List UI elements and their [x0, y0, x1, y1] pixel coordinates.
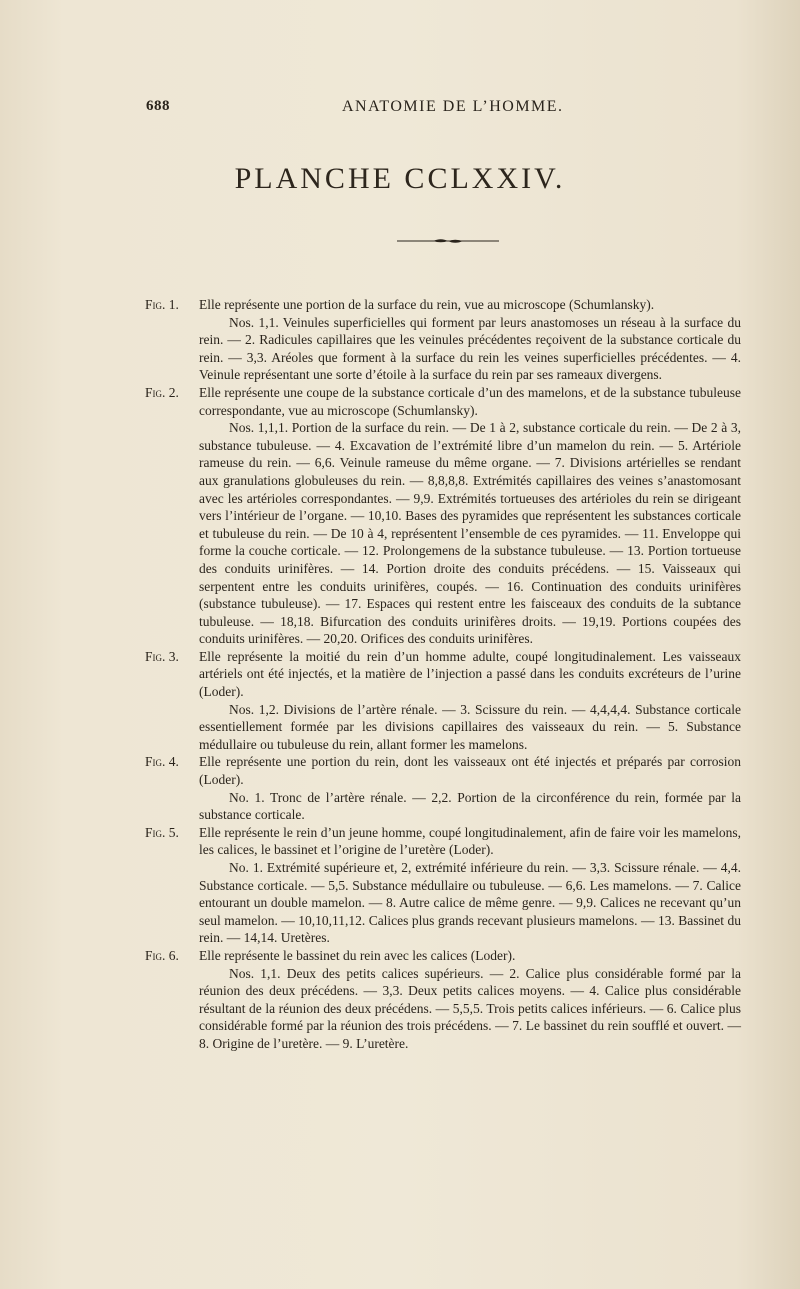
- figure-legend-items: Nos. 1,1,1. Portion de la surface du rein. — De 1 à 2, substance corticale du rein. — De 2 à 3, substance tubuleuse. — 4. Excavation de l’extrémité libre d’un mamelon du rein. — 5. Artériole rameuse du rein. — 6,6. Veinule rameuse du même organe. — 7. Divisions artérielles se rendant aux granulations globuleuses du rein. — 8,8,8,8. Extrémités capillaires des veines s’anastomosant avec les artérioles correspondantes. — 9,9. Extrémités tortueuses des artérioles du rein se dirigeant vers l’intérieur de l’organe. — 10,10. Bases des pyramides que représentent les substances corticale et tubuleuse du rein. — De 10 à 4, représentent l’ensemble de ces pyramides. — 11. Enveloppe qui forme la couche corticale. — 12. Prolongemens de la substance tubuleuse. — 13. Portion tortueuse des conduits urinifères. — 14. Portion droite des conduits précédens. — 15. Vaisseaux qui serpentent entre les conduits urinifères, coupés. — 16. Continuation des conduits urinifères (substance tubuleuse). — 17. Espaces qui restent entre les faisceaux des conduits de la subtance tubuleuse. — 18,18. Bifurcation des conduits urinifères droits. — 19,19. Portions coupées des conduits urinifères. — 20,20. Orifices des conduits urinifères.: [199, 420, 741, 647]
- figure-label: Fig. 5.: [145, 824, 179, 840]
- figure-entry: [145, 824, 741, 947]
- figure-legend-items: No. 1. Tronc de l’artère rénale. — 2,2. Portion de la circonférence du rein, formée par la substance corticale.: [199, 789, 741, 823]
- figure-legend-items: No. 1. Extrémité supérieure et, 2, extrémité inférieure du rein. — 3,3. Scissure rénale. — 4,4. Substance corticale. — 5,5. Substance médullaire ou tubuleuse. — 6,6. Les mamelons. — 7. Calice entourant un double mamelon. — 8. Autre calice de même genre. — 9,9. Calices ne recevant qu’un seul mamelon. — 10,10,11,12. Calices plus grands recevant plusieurs mamelons. — 13. Bassinet du rein. — 14,14. Uretères.: [199, 860, 741, 946]
- page-number: 688: [146, 98, 170, 114]
- figure-entry: [145, 947, 741, 1053]
- running-head: ANATOMIE DE L’HOMME.: [342, 98, 564, 115]
- figure-label: Fig. 1.: [145, 297, 179, 312]
- figure-entry: [145, 753, 741, 823]
- figure-description: Elle représente le bassinet du rein avec les calices (Loder).: [199, 947, 516, 963]
- figure-description: Elle représente une coupe de la substance corticale d’un des mamelons, et de la substance tubuleuse correspondante, vue au microscope (Schumlansky).: [199, 384, 741, 418]
- figure-description: Elle représente la moitié du rein d’un homme adulte, coupé longitudinalement. Les vaisseaux artériels ont été injectés, et la matière de l’injection a passé dans les conduits excréteurs de l’urine (Loder).: [199, 648, 741, 700]
- figure-description: Elle représente une portion de la surface du rein, vue au microscope (Schumlansky).: [199, 297, 655, 312]
- figure-entry: [145, 648, 741, 754]
- figure-description: Elle représente le rein d’un jeune homme, coupé longitudinalement, afin de faire voir les mamelons, les calices, le bassinet et l’origine de l’uretère (Loder).: [199, 824, 741, 858]
- figure-legend-items: Nos. 1,2. Divisions de l’artère rénale. — 3. Scissure du rein. — 4,4,4,4. Substance corticale essentiellement formée par les divisions capillaires des vaisseaux du rein. — 5. Substance médullaire ou tubuleuse du rein, allant former les mamelons.: [199, 701, 741, 752]
- page-header: [146, 98, 740, 122]
- figure-label: Fig. 4.: [145, 754, 179, 770]
- figure-legend-items: Nos. 1,1. Deux des petits calices supérieurs. — 2. Calice plus considérable formé par la réunion des deux précédens. — 3,3. Deux petits calices moyens. — 4. Calice plus considérable résultant de la réunion des deux précédens. — 5,5,5. Trois petits calices inférieurs. — 6. Calice plus considérable formé par la réunion des trois précédens. — 7. Le bassinet du rein soufflé et ouvert. — 8. Origine de l’uretère. — 9. L’uretère.: [199, 965, 741, 1051]
- plate-title: PLANCHE CCLXXIV.: [234, 162, 566, 195]
- figure-description: Elle représente une portion du rein, dont les vaisseaux ont été injectés et préparés par corrosion (Loder).: [199, 754, 741, 788]
- figure-entry: [145, 384, 741, 648]
- figure-entry: [145, 296, 741, 384]
- figure-label: Fig. 6.: [145, 947, 179, 963]
- plate-legend: [145, 296, 741, 1053]
- figure-legend-items: Nos. 1,1. Veinules superficielles qui forment par leurs anastomoses un réseau à la surface du rein. — 2. Radicules capillaires que les veinules précédentes reçoivent de la substance corticale du rein. — 3,3. Aréoles que forment à la surface du rein les veines superficielles précédentes. — 4. Veinule représentant une sorte d’étoile à la surface du rein par ses rameaux divergens.: [199, 314, 741, 383]
- figure-label: Fig. 2.: [145, 384, 179, 400]
- figure-label: Fig. 3.: [145, 648, 179, 664]
- decorative-rule: [397, 237, 499, 245]
